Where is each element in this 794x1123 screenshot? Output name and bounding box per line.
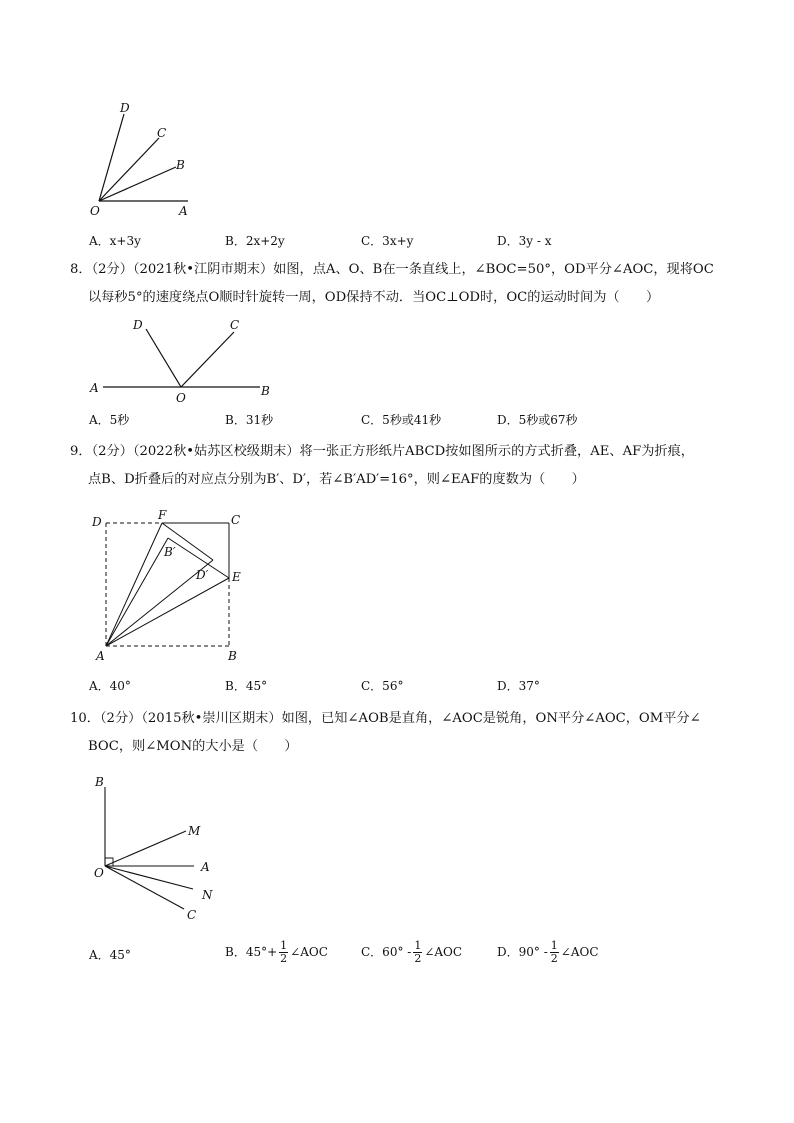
q7-option-c: C．3x+y: [361, 234, 414, 248]
label-a: A: [201, 860, 210, 874]
label-n: N: [202, 888, 213, 902]
q10-option-c: C．60° - $\frac{1}{2}$ ∠AOC: [361, 939, 463, 965]
q9-text: [70, 438, 730, 494]
label-bprime: B′: [164, 545, 176, 559]
q9-option-a: A．40°: [89, 679, 131, 693]
label-o: O: [90, 204, 100, 218]
q8-line-2: 以每秒5°的速度绕点O顺时针旋转一周，OD保持不动．当OC⊥OD时，OC的运动时间为（ ）: [88, 290, 660, 305]
label-c: C: [157, 126, 167, 140]
ray-od: [146, 329, 181, 387]
q10-line-1: 10．（2分）（2015秋•崇川区期末）如图，已知∠AOB是直角，∠AOC是锐角，ON平分∠AOC，OM平分∠: [70, 711, 701, 726]
q10-option-d: D．90° - $\frac{1}{2}$ ∠AOC: [497, 939, 599, 965]
q8-text: [70, 256, 730, 312]
label-b: B: [261, 384, 270, 398]
q7-options: [89, 232, 729, 250]
label-b: B: [95, 775, 104, 789]
q10-option-a: A．45°: [89, 948, 131, 962]
label-c: C: [230, 318, 240, 332]
q8-line-1: 8．（2分）（2021秋•江阴市期末）如图，点A、O、B在一条直线上，∠BOC=50°，OD平分∠AOC，现将OC: [70, 262, 714, 277]
q7-option-b: B．2x+2y: [225, 234, 285, 248]
label-c: C: [231, 513, 241, 527]
q8-option-d: D．5秒或67秒: [497, 413, 578, 427]
q7-figure: [80, 95, 210, 225]
label-d: D: [92, 515, 102, 529]
fraction: $\frac{1}{2}$: [280, 939, 288, 965]
label-a: A: [90, 381, 99, 395]
q9-options: [89, 677, 729, 695]
label-m: M: [188, 824, 201, 838]
q10-text: [70, 705, 730, 761]
label-a: A: [179, 204, 188, 218]
q8-option-a: A．5秒: [89, 413, 130, 427]
q8-figure: [85, 315, 285, 405]
q8-options: [89, 411, 729, 429]
q8-option-b: B．31秒: [225, 413, 274, 427]
q10-line-2: BOC，则∠MON的大小是（ ）: [88, 739, 298, 754]
label-dprime: D′: [196, 568, 209, 582]
crease-ae: [106, 578, 229, 646]
label-d: D: [133, 318, 143, 332]
ray-ob: [99, 167, 176, 201]
label-c: C: [187, 908, 197, 922]
q7-option-d: D．3y - x: [497, 234, 552, 248]
label-a: A: [96, 649, 105, 663]
label-e: E: [232, 570, 241, 584]
label-b: B: [228, 649, 237, 663]
label-o: O: [176, 391, 186, 405]
ray-oc: [181, 332, 234, 387]
label-o: O: [94, 866, 104, 880]
q10-figure: [88, 773, 228, 923]
q9-line-1: 9．（2分）（2022秋•姑苏区校级期末）将一张正方形纸片ABCD按如图所示的方式折叠，AE、AF为折痕，: [70, 444, 694, 459]
ray-om: [105, 831, 186, 866]
q7-option-a: A．x+3y: [89, 234, 141, 248]
fraction: $\frac{1}{2}$: [550, 939, 558, 965]
q9-option-c: C．56°: [361, 679, 404, 693]
label-b: B: [176, 158, 185, 172]
label-f: F: [158, 508, 167, 522]
q9-option-b: B．45°: [225, 679, 268, 693]
q9-option-d: D．37°: [497, 679, 540, 693]
fraction: $\frac{1}{2}$: [414, 939, 422, 965]
q10-options: [89, 940, 729, 970]
ray-on: [105, 866, 193, 889]
crease-af: [106, 523, 162, 646]
seg-abp: [106, 538, 168, 646]
label-d: D: [120, 101, 130, 115]
q9-figure: [88, 508, 258, 668]
ray-oc: [105, 866, 184, 909]
q9-line-2: 点B、D折叠后的对应点分别为B′、D′，若∠B′AD′=16°，则∠EAF的度数为（ ）: [88, 472, 585, 487]
q8-option-c: C．5秒或41秒: [361, 413, 442, 427]
q10-option-b: B．45°+ $\frac{1}{2}$ ∠AOC: [225, 939, 328, 965]
